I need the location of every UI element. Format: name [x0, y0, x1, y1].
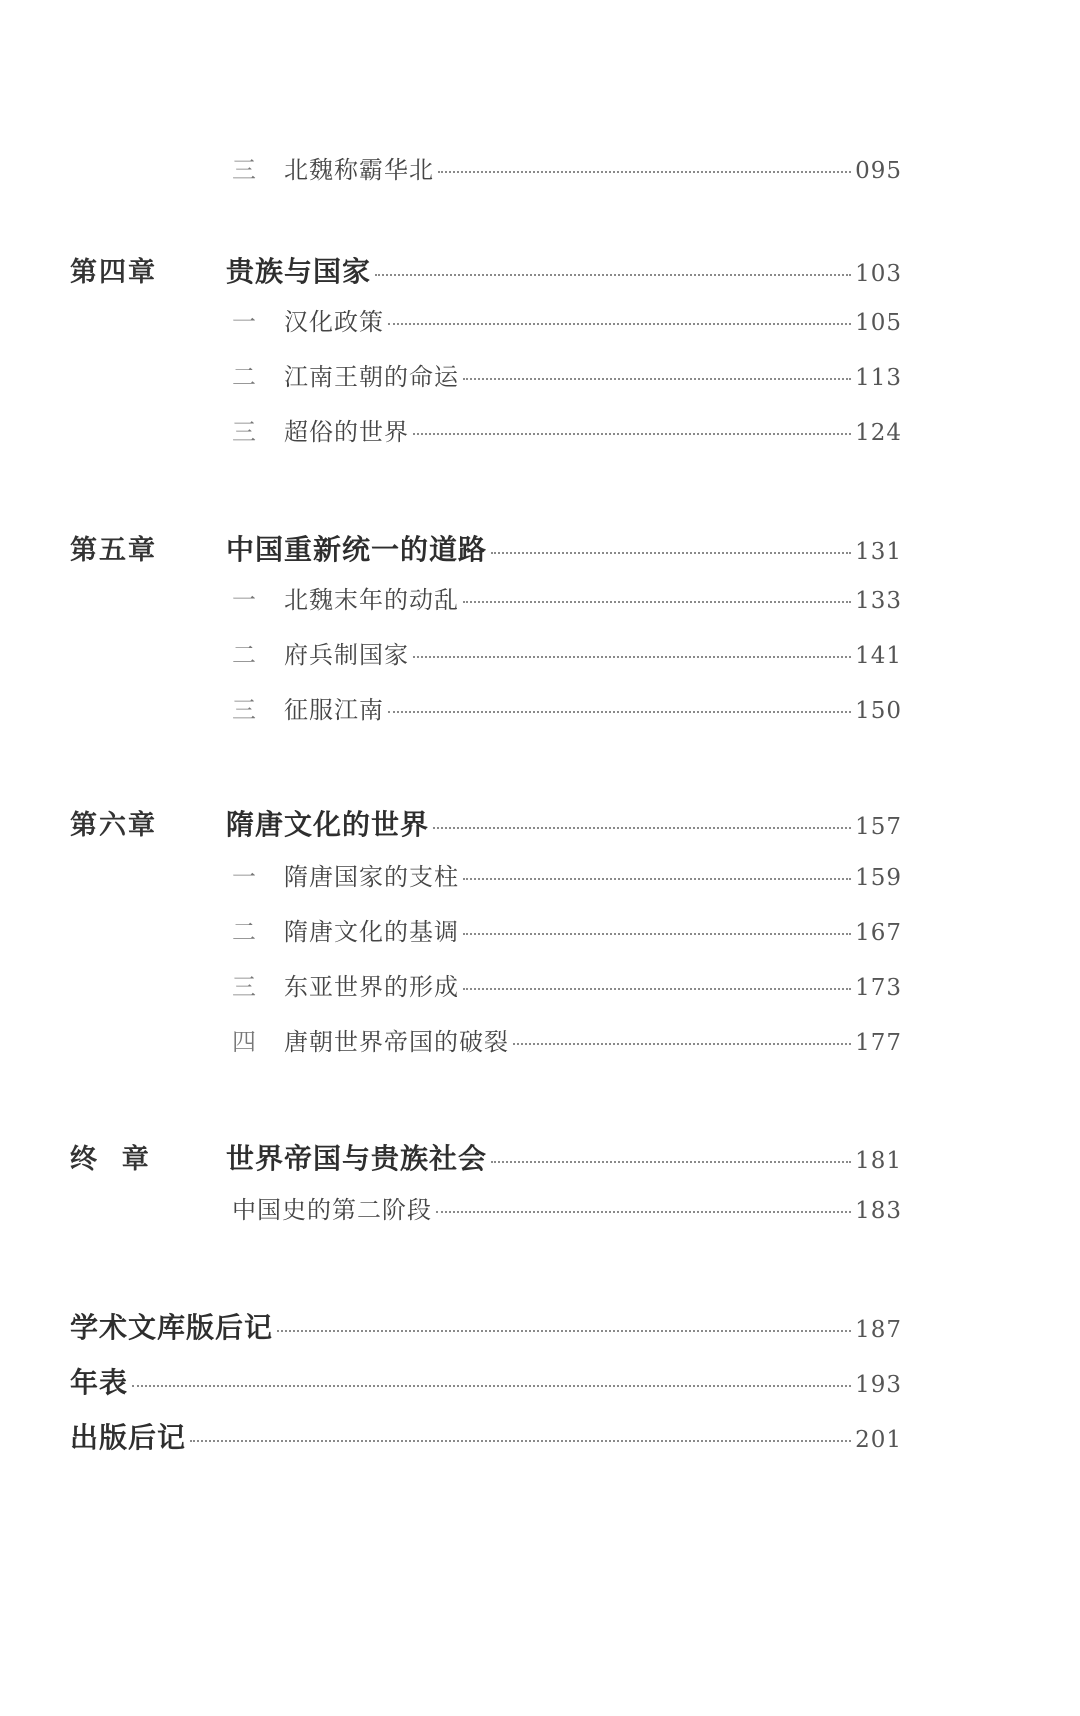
toc-backmatter-row[interactable]	[0, 1416, 1080, 1456]
section-marker: 一	[232, 863, 256, 891]
toc-section-row[interactable]	[0, 357, 1080, 397]
dot-leader	[438, 171, 851, 173]
dot-leader	[491, 1161, 851, 1163]
page-number: 105	[855, 310, 902, 336]
dot-leader	[413, 656, 851, 658]
page-number: 141	[855, 643, 902, 669]
toc-section-row[interactable]	[0, 912, 1080, 952]
toc-section-row[interactable]	[0, 1022, 1080, 1062]
dot-leader	[433, 827, 851, 829]
toc-section-row[interactable]	[0, 302, 1080, 342]
toc-section-row[interactable]	[0, 857, 1080, 897]
toc-chapter-row[interactable]	[0, 250, 1080, 290]
dot-leader	[388, 711, 851, 713]
section-title: 征服江南	[284, 696, 384, 724]
section-marker: 三	[232, 696, 256, 724]
page-number: 187	[855, 1317, 902, 1343]
dot-leader	[463, 378, 851, 380]
section-title: 北魏称霸华北	[284, 156, 434, 184]
page-number: 133	[855, 588, 902, 614]
toc-chapter-row[interactable]	[0, 803, 1080, 843]
section-title: 江南王朝的命运	[284, 363, 459, 391]
dot-leader	[132, 1385, 851, 1387]
backmatter-title: 年表	[70, 1366, 129, 1399]
section-title: 汉化政策	[284, 308, 384, 336]
dot-leader	[413, 433, 851, 435]
section-title: 唐朝世界帝国的破裂	[284, 1028, 509, 1056]
page-number: 131	[855, 539, 902, 565]
dot-leader	[463, 878, 851, 880]
dot-leader	[463, 988, 851, 990]
section-marker: 二	[232, 918, 256, 946]
toc-section-row[interactable]	[0, 150, 1080, 190]
page-number: 150	[855, 698, 902, 724]
dot-leader	[463, 933, 851, 935]
dot-leader	[375, 274, 851, 276]
chapter-title: 贵族与国家	[226, 255, 372, 288]
chapter-title: 世界帝国与贵族社会	[226, 1142, 488, 1175]
toc-backmatter-row[interactable]	[0, 1306, 1080, 1346]
toc-section-row[interactable]	[0, 412, 1080, 452]
toc-section-row[interactable]	[0, 1190, 1080, 1230]
page-number: 157	[855, 814, 902, 840]
toc-section-row[interactable]	[0, 690, 1080, 730]
chapter-label: 第五章	[70, 535, 157, 566]
section-marker: 二	[232, 363, 256, 391]
section-title: 隋唐国家的支柱	[284, 863, 459, 891]
page-number: 167	[855, 920, 902, 946]
page-number: 181	[855, 1148, 902, 1174]
page-number: 159	[855, 865, 902, 891]
page-number: 095	[855, 158, 902, 184]
dot-leader	[277, 1330, 851, 1332]
chapter-label: 第四章	[70, 257, 157, 288]
toc-chapter-row[interactable]	[0, 1137, 1080, 1177]
section-marker: 三	[232, 156, 256, 184]
section-title: 超俗的世界	[284, 418, 409, 446]
toc-chapter-row[interactable]	[0, 528, 1080, 568]
dot-leader	[190, 1440, 851, 1442]
dot-leader	[491, 552, 851, 554]
page-number: 103	[855, 261, 902, 287]
section-marker: 三	[232, 973, 256, 1001]
page-number: 173	[855, 975, 902, 1001]
dot-leader	[388, 323, 851, 325]
section-marker: 一	[232, 586, 256, 614]
page-number: 124	[855, 420, 902, 446]
chapter-title: 隋唐文化的世界	[226, 808, 430, 841]
dot-leader	[436, 1211, 851, 1213]
chapter-label: 第六章	[70, 810, 157, 841]
chapter-title: 中国重新统一的道路	[226, 533, 488, 566]
backmatter-title: 出版后记	[70, 1421, 187, 1454]
section-title: 北魏末年的动乱	[284, 586, 459, 614]
section-marker: 三	[232, 418, 256, 446]
section-marker: 一	[232, 308, 256, 336]
page-number: 201	[855, 1427, 902, 1453]
section-title: 隋唐文化的基调	[284, 918, 459, 946]
toc-section-row[interactable]	[0, 967, 1080, 1007]
page-number: 183	[855, 1198, 902, 1224]
section-title: 府兵制国家	[284, 641, 409, 669]
backmatter-title: 学术文库版后记	[70, 1311, 274, 1344]
section-marker: 四	[232, 1028, 256, 1056]
dot-leader	[513, 1043, 851, 1045]
toc-section-row[interactable]	[0, 580, 1080, 620]
dot-leader	[463, 601, 851, 603]
section-title: 东亚世界的形成	[284, 973, 459, 1001]
section-marker: 二	[232, 641, 256, 669]
page-number: 193	[855, 1372, 902, 1398]
page-number: 177	[855, 1030, 902, 1056]
section-title: 中国史的第二阶段	[232, 1196, 432, 1224]
toc-section-row[interactable]	[0, 635, 1080, 675]
toc-backmatter-row[interactable]	[0, 1361, 1080, 1401]
chapter-label: 终 章	[70, 1144, 151, 1175]
page-number: 113	[855, 365, 902, 391]
